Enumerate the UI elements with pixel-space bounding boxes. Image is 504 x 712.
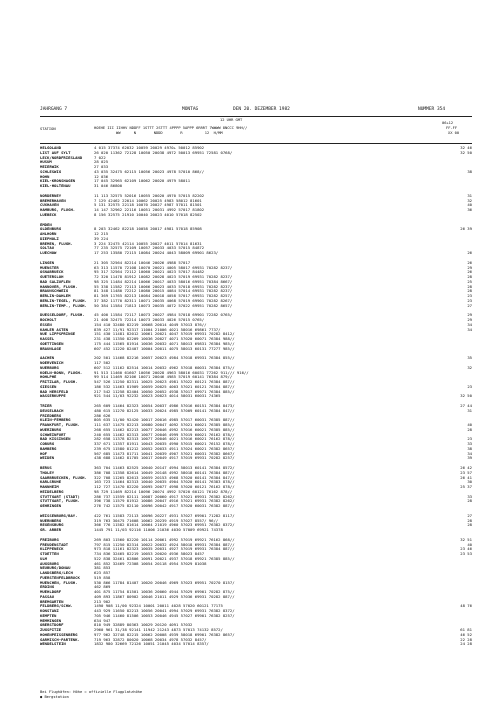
station-name: WEIDEN — [40, 456, 55, 461]
station-name: NORDERNEY — [40, 193, 62, 198]
station-name: BOCHOLT — [40, 318, 57, 322]
station-name: MEIERWIK — [40, 165, 59, 169]
station-group — [40, 223, 472, 256]
synop-code: 81 369 11765 82213 10084 20018 4058 57017 69931 70282 8257/ — [94, 294, 233, 298]
station-name: KIEL-HOLTENAU — [40, 184, 71, 188]
station-name: COBURG — [40, 442, 55, 446]
station-name: SAARBRUECKEN, FLUGH. — [40, 475, 87, 480]
gust-value: 28 — [467, 518, 472, 523]
synop-code: 386 708 11358 82614 10049 20148 4992 58018 60141 76384 887// — [94, 470, 235, 475]
station-name: AACHEN — [40, 356, 55, 361]
column-label-subcodes: WW N NDDD R 12 H/MM — [116, 130, 223, 135]
station-name: DEUSELBACH — [40, 408, 64, 413]
synop-code: 151 430 11481 82012 10061 20021 4047 57019 69931 70282 8412/ — [94, 332, 235, 337]
synop-code: 366 776 11582 81614 10064 21019 4960 57023 69951 76382 8372/ — [94, 523, 235, 528]
synop-code: 547 526 11250 82311 10025 20023 4981 57022 60121 76384 887// — [94, 380, 235, 384]
station-name: BAD SALZUFLEN — [40, 279, 71, 284]
station-group — [40, 356, 472, 399]
synop-code: 607 512 11162 82514 10014 20032 4962 57018 60031 76384 875// — [94, 365, 235, 370]
station-name: STOETTEN — [40, 552, 59, 556]
gust-value: 24 28 — [460, 642, 472, 647]
gust-value: 26 — [467, 260, 472, 265]
synop-code: 95 317 32564 72112 10060 20021 4023 57017 84482 — [94, 270, 205, 275]
column-header-rule — [40, 143, 472, 144]
synop-code: 99 514 11469 82106 10071 20046 4985 57019 60141 76384 879// — [94, 375, 233, 380]
synop-code: 213 902 — [94, 599, 111, 604]
gust-value: 23 — [467, 298, 472, 303]
footnote-mountain-station: ● Bergstation — [40, 694, 69, 699]
station-name: FELDBERG/SCHW. — [40, 604, 73, 609]
station-name: NUE LIPPSPRINGE — [40, 332, 76, 337]
station-name: MANNHEIM — [40, 485, 59, 489]
synop-code: 17 253 13580 72115 10084 20024 4043 58009 69901 8623/ — [94, 251, 219, 255]
synop-code: 98 729 11469 82214 10096 20074 4992 57020 60121 76162 878// — [94, 489, 233, 494]
station-name: TRIER — [40, 404, 52, 408]
gust-value: 27 — [467, 513, 472, 518]
gust-value: 32 46 — [460, 146, 472, 150]
station-name: KONSTANZ — [40, 609, 59, 613]
synop-code: 72 320 11478 81912 10082 20028 4023 57019 69931 70282 8237/ — [94, 275, 233, 279]
synop-code: 202 501 11468 82216 10057 20023 4984 57018 69931 76384 855// — [94, 356, 235, 361]
station-name: OSNABRUECK — [40, 270, 64, 275]
station-name: HANNOVER, FLUGH. — [40, 284, 78, 289]
station-name: GUETERSLOH — [40, 275, 64, 279]
gust-value: 31 — [467, 193, 472, 198]
station-name: WASSERKUPPE — [40, 394, 66, 399]
column-label-period: 06+12 — [442, 121, 454, 125]
gust-value: 32 — [467, 365, 472, 370]
synop-code: 396 738 11579 81912 10086 20047 4916 57021 69931 76382 8262/ — [94, 499, 235, 504]
station-name: WEISSENBURG/BAY. — [40, 513, 78, 518]
station-name: KASSEL — [40, 337, 55, 341]
station-name: DIEPHOLZ — [40, 236, 59, 241]
synop-code: 8 156 32575 21910 10040 20023 4010 57018 82502 — [94, 212, 202, 217]
station-name: BAD KISSINGEN — [40, 437, 71, 442]
station-name: KLIPPENECK — [40, 547, 64, 552]
station-name: BERLIN-TEMP., FLUGH. — [40, 303, 87, 308]
footnote-airport-height: Bei Flughäfen: Höhe = offizielle Flugplatzhöhe — [40, 690, 143, 694]
station-row — [40, 213, 472, 218]
gust-value: 28 — [467, 289, 472, 294]
gust-value: 26 39 — [460, 227, 472, 232]
gust-value: 27 44 — [460, 404, 472, 408]
station-name: BRAUNSCHWEIG — [40, 289, 69, 294]
station-name: SCHLESWIG — [40, 169, 62, 174]
synop-code: 81 348 11480 72212 10080 20015 4084 57014 69931 70282 8237/ — [94, 289, 233, 294]
synop-code: 810 949 32889 80363 10029 20120 4091 57032 — [94, 623, 193, 628]
gust-value: 23 57 — [460, 470, 472, 475]
synop-code: 286 626 — [94, 413, 111, 418]
station-name: MUENSTER — [40, 265, 59, 270]
synop-code: 12 036 — [94, 174, 109, 179]
station-name: GIESSEN — [40, 384, 57, 389]
synop-code: 63 313 11570 72108 10070 20021 4005 58017 69931 70282 8237/ — [94, 265, 233, 270]
synop-code: 239 675 11580 81212 10052 20033 4911 57024 60021 76382 8657/ — [94, 446, 235, 451]
gust-value: 25 — [467, 279, 472, 284]
gust-value: 32 50 — [460, 150, 472, 155]
synop-code: 322 708 11265 82613 10059 20153 4968 57020 60141 76384 847// — [94, 475, 235, 480]
station-name: AUGSBURG — [40, 561, 59, 566]
synop-code: 55 338 11582 72113 10066 20023 4033 57018 69931 70282 8237/ — [94, 284, 233, 289]
synop-code: 43 035 32475 62115 10056 20023 4978 57010 868// — [94, 169, 205, 174]
gust-value: 40 — [467, 203, 472, 208]
station-name: FRANKFURT, FLUGH. — [40, 423, 80, 427]
date-label: DEN 20. DEZEMBER 1982 — [233, 107, 290, 112]
gust-value: 48 76 — [460, 604, 472, 609]
synop-code: 98 325 11484 82214 10066 20017 4033 58016 69951 70384 8667/ — [94, 279, 233, 284]
station-name: AHLHORN — [40, 232, 57, 236]
column-label-codes: HOEHE III IIHHV NDDFF 1STTT 2STTT 4PPPP 5APPP 6RRRT 7WWWW 8NCCC 9HH// — [94, 126, 248, 130]
station-name: ESSEN — [40, 322, 52, 327]
station-name: SCHWEINFURT — [40, 432, 66, 437]
synop-code: 268 655 11462 82213 10077 20046 4992 57016 60021 76385 885// — [94, 427, 235, 432]
synop-code: 117 502 — [94, 361, 111, 365]
station-name: BREMGARTEN — [40, 599, 64, 604]
station-name: BERUS — [40, 466, 52, 470]
station-name: LANDSBERG/LECH — [40, 571, 73, 575]
synop-code: 401 875 11754 81501 10036 20060 4944 57029 69901 70282 875// — [94, 590, 235, 594]
station-name: MEMMINGEN — [40, 618, 62, 623]
synop-code: 11 113 32575 52016 10055 20020 4970 57015 82202 — [94, 193, 205, 198]
synop-code: 921 544 11/03 92232 10023 20023 4014 58031 60031 74365 — [94, 394, 221, 399]
synop-code: 276 742 11575 82110 10096 20042 4917 57020 60031 76382 887// — [94, 504, 235, 508]
station-name: MUENCHEN, FLUGH. — [40, 580, 78, 585]
gust-value: 23 — [467, 294, 472, 298]
observation-time: 12 UHR GMT — [220, 118, 243, 122]
synop-code: 519 858 — [94, 575, 111, 580]
station-name: KARLSRUHE — [40, 480, 62, 485]
synop-code: 3 224 32475 42114 10055 20027 4011 57014 81631 — [94, 241, 202, 246]
synop-code: 461 852 32469 72308 10054 20118 4954 57029 81038 — [94, 561, 207, 566]
synop-code: 163 723 11464 82313 10040 20035 4904 57020 60141 76383 878// — [94, 480, 235, 485]
gust-value: 22 28 — [460, 637, 472, 642]
synop-code: 7 129 42462 22014 10062 20025 4983 58012 81601 — [94, 198, 202, 203]
gust-value: 30 — [467, 480, 472, 485]
synop-code: 973 818 11161 82323 10035 20031 4927 57019 69931 76384 887// — [94, 547, 235, 552]
gust-value: 29 — [467, 313, 472, 318]
gust-value: 33 — [467, 494, 472, 499]
synop-code: 2960 961 31/38 92141 11942 21243 4873 57013 74132 8572/ — [94, 628, 223, 632]
synop-code: 17 045 32965 62109 10062 20020 4979 58011 — [94, 179, 191, 184]
weekday-label: MONTAG — [182, 107, 199, 112]
station-name: BAMBERG — [40, 446, 57, 451]
gust-value: 34 — [467, 451, 472, 456]
station-name: GARMISCH-PARTENK. — [40, 637, 80, 642]
station-group — [40, 313, 472, 351]
gust-value: 39 — [467, 456, 472, 461]
station-name: ULM — [40, 556, 48, 561]
gust-value: 23 53 — [460, 552, 472, 556]
gust-value: 40 — [467, 423, 472, 427]
station-name: GR. ARBER — [40, 528, 62, 532]
station-name: STUTTGART, FLUGH. — [40, 499, 80, 504]
gust-value: 23 46 — [460, 547, 472, 552]
station-row — [40, 504, 472, 509]
synop-code: 734 836 32465 82219 10053 20020 4936 58023 8457 — [94, 552, 205, 556]
synop-code: 111 637 11475 82213 10080 20047 4092 57021 60021 76385 885// — [94, 423, 235, 427]
gust-value: 28 — [467, 523, 472, 528]
synop-code: 39 224 — [94, 236, 109, 241]
synop-code: 112 727 11470 82220 10095 20077 4998 57020 60121 76162 878// — [94, 485, 235, 489]
gust-value: 32 — [467, 198, 472, 203]
synop-code: 443 929 11650 82213 10056 20041 4994 57029 69931 76382 8372/ — [94, 609, 235, 613]
synop-code: 231 438 11350 82209 10036 20027 4071 57020 60071 76384 988// — [94, 337, 235, 341]
gust-value: 28 — [467, 499, 472, 504]
station-name: LINGEN — [40, 260, 55, 265]
station-row — [40, 251, 472, 256]
gust-value: 28 — [467, 275, 472, 279]
station-name: NOERVENICH — [40, 361, 64, 365]
station-name: HOF — [40, 451, 48, 456]
synop-code: 282 658 11378 82313 10077 20046 4021 57016 60021 76162 878// — [94, 437, 235, 442]
synop-code: 1490 908 11/00 92324 10001 20011 4028 57020 60121 77175 — [94, 604, 223, 609]
station-name: NUERBURG — [40, 365, 59, 370]
synop-code: 77 235 32575 72109 10057 20033 4033 57015 84872 — [94, 246, 205, 251]
synop-code: 286 737 11559 82111 10087 20060 4917 57021 69931 76382 8262/ — [94, 494, 235, 499]
station-name: GOETTINGEN — [40, 341, 64, 346]
synop-code: 21 408 32475 72214 10073 20033 4026 57015 0765/ — [94, 318, 205, 322]
gust-value: 40 — [467, 542, 472, 547]
station-name: HELGOLAND — [40, 146, 62, 150]
station-name: STUTTGART (STADT) — [40, 494, 80, 499]
station-name: ZUGSPITZE — [40, 628, 62, 632]
station-name: FREUDENSTADT — [40, 542, 69, 547]
synop-code: 31 046 86800 — [94, 184, 123, 188]
gust-value: 31 — [467, 408, 472, 413]
station-group — [40, 466, 472, 509]
synop-code: 522 838 32461 82806 10091 20021 4937 57018 69921 76385 885// — [94, 556, 235, 561]
station-group — [40, 146, 472, 189]
gust-value: 26 42 — [460, 466, 472, 470]
gust-value: 38 — [467, 169, 472, 174]
gust-value: 46 52 — [460, 632, 472, 637]
station-name: WENDELSTEIN — [40, 642, 66, 647]
synop-code: 381 853 — [94, 566, 111, 571]
station-row — [40, 304, 472, 309]
synop-code: 530 866 11784 81407 10020 20046 4969 57023 69951 70270 8157/ — [94, 580, 235, 585]
gust-value: 25 37 — [460, 485, 472, 489]
station-name: KEMPTEN — [40, 613, 57, 618]
station-group — [40, 261, 472, 309]
synop-code: 977 962 32748 82215 10062 20008 4939 58018 69901 76382 8657/ — [94, 632, 235, 637]
synop-code: 5 131 32575 22118 10070 20027 4987 57011 81501 — [94, 203, 202, 208]
gust-value: 61 81 — [460, 628, 472, 632]
issue-number: NUMMER 354 — [418, 107, 446, 112]
station-name: OBERSTDORF — [40, 623, 64, 628]
synop-code: 91 513 11460 61607 10056 20028 4963 58016 60031 77262 911/// 916// — [94, 370, 249, 375]
station-name: FRITZLAR, FLUGH. — [40, 380, 78, 384]
synop-code: 462 869 — [94, 585, 111, 590]
column-label-station: STATION — [40, 127, 56, 131]
station-name: WUERZBURG — [40, 427, 62, 432]
station-name: NEUBURG/DONAU — [40, 566, 71, 571]
gust-value: 32 51 — [460, 537, 472, 542]
synop-code: 7 022 — [94, 155, 106, 160]
column-label-gusts: FF-FF — [446, 126, 458, 130]
gust-value: 29 — [467, 318, 472, 322]
synop-code: 719 963 32872 80020 10068 20034 4978 57032 8457/ — [94, 637, 207, 642]
station-row — [40, 528, 472, 533]
gust-value: 34 — [467, 327, 472, 332]
synop-code: 14 147 32962 22116 10051 20031 4992 57017 81802 — [94, 208, 205, 212]
station-name: FUERSTENFELDBRUCK — [40, 575, 80, 580]
station-name: HEIDELBERG — [40, 489, 64, 494]
station-row — [40, 347, 472, 352]
synop-code: 186 532 11463 81909 10059 20025 4003 57021 60121 76384 887// — [94, 384, 235, 389]
station-name: REGENSBURG — [40, 523, 64, 528]
station-name: OLDENBURG — [40, 227, 62, 232]
station-name: THOLEY — [40, 470, 55, 475]
station-group — [40, 404, 472, 461]
station-name: HOHLPHE — [40, 375, 57, 380]
synop-code: 28 025 — [94, 160, 109, 165]
synop-code: 805 635 11/00 92420 10017 20016 4985 57017 60031 76385 887// — [94, 418, 235, 423]
gust-value: 26 — [467, 270, 472, 275]
station-group — [40, 514, 472, 533]
synop-code: 438 688 11462 81705 10017 20049 4917 57019 69931 70282 8257/ — [94, 456, 235, 461]
gust-value: 29 — [467, 265, 472, 270]
gust-value: 23 — [467, 384, 472, 389]
station-name: LIST AUF SYLT — [40, 150, 71, 155]
station-name: KOELN-BONN, FLUGH. — [40, 370, 83, 375]
station-name: HOHN — [40, 174, 50, 179]
synop-code: 27 033 — [94, 165, 109, 169]
gust-value: 35 — [467, 356, 472, 361]
synop-code: 363 704 11463 82525 10040 20147 4994 58013 60141 76384 8572/ — [94, 466, 235, 470]
station-row — [40, 394, 472, 399]
synop-code: 21 305 32564 82214 10046 20026 4988 57017 — [94, 260, 191, 265]
station-name: BERLIN-TEGEL, FLUGH. — [40, 298, 87, 303]
station-group — [40, 538, 472, 647]
synop-code: 50 384 11584 71813 10073 20035 4072 57022 69951 70282 8657/ — [94, 303, 233, 308]
station-name: HUSUM — [40, 160, 52, 165]
gust-value: 27 — [467, 303, 472, 308]
station-name: PASSAU — [40, 594, 55, 599]
page-header — [40, 107, 470, 115]
station-name: DUESSELDORF, FLUGH. — [40, 313, 85, 318]
synop-code: 265 609 11464 82323 10054 20037 4986 57016 60151 76384 8473/ — [94, 404, 235, 408]
synop-code: 337 671 11357 81911 10043 20035 4990 57015 60021 76152 878// — [94, 442, 235, 446]
gust-value: 36 — [467, 208, 472, 212]
gust-value: 26 41 — [460, 475, 472, 480]
synop-code: 607 452 11220 82407 10004 20011 4075 58013 60131 77277 985// — [94, 346, 235, 351]
station-name: OEHRINGEN — [40, 504, 62, 508]
synop-code: 797 815 11250 82314 10022 20032 4924 58018 69931 76384 887// — [94, 542, 235, 547]
gust-value: 32 50 — [460, 394, 472, 399]
gust-value: 23 — [467, 437, 472, 442]
synop-code: 45 400 11584 72117 10073 20027 4984 57018 69901 72282 0765/ — [94, 313, 233, 318]
synop-code: 37 382 11770 82311 10071 20035 4068 57019 69901 70282 8267/ — [94, 298, 233, 303]
synop-code: 319 763 30475 71608 10062 20239 4919 57027 8557/ 96// — [94, 518, 219, 523]
station-name: LECK/NORDFRIESLAND — [40, 155, 83, 160]
station-row — [40, 456, 472, 461]
synop-code: 175 444 11565 81914 10036 20032 4071 58013 69831 76384 985// — [94, 341, 235, 346]
synop-code: 269 803 11560 82220 10114 20061 4992 57019 69921 76162 868// — [94, 537, 235, 542]
column-label-xx: XX 00 — [448, 130, 460, 135]
station-name: BREMERHAVEN — [40, 198, 66, 203]
gust-value: 33 — [467, 442, 472, 446]
header-rule — [40, 116, 472, 117]
station-name: KLEIN-FEMBERG — [40, 418, 71, 423]
synop-code: 1445 791 11/03 92116 11006 21036 4030 57009 69921 74378 — [94, 528, 223, 532]
station-name: KAHLER ASTEN — [40, 327, 69, 332]
station-name: ERDING — [40, 585, 55, 590]
station-name: MUEHLDORF — [40, 590, 62, 594]
station-name: CUXHAVEN — [40, 203, 59, 208]
gust-value: 34 — [467, 322, 472, 327]
synop-code: 217 542 11258 82404 10050 20052 4938 57017 69971 76384 885// — [94, 389, 235, 394]
synop-code: 26 020 11362 72128 10050 20038 4972 50013 69951 72581 0768/ — [94, 150, 233, 155]
gust-value: 26 — [467, 251, 472, 255]
station-name: KIEL-KRONSHAGEN — [40, 179, 76, 184]
station-name: LUECHOW — [40, 251, 57, 255]
station-table — [40, 146, 472, 652]
synop-code: 8 203 32462 82218 10058 20017 4981 57018 85908 — [94, 227, 202, 232]
synop-code: 634 947 — [94, 618, 111, 623]
synop-code: 422 761 11583 72113 10096 20227 4931 57027 69901 71282 8117/ — [94, 513, 235, 518]
station-name: BRAUNLAGE — [40, 346, 62, 351]
synop-code: 409 893 11867 80902 10046 21011 4929 57036 69931 70282 887// — [94, 594, 235, 599]
station-name: BREMEN, FLUGH. — [40, 241, 73, 246]
synop-code: 154 410 32480 82219 10068 20014 4049 57013 876// — [94, 322, 207, 327]
volume-label: JAHRGANG 7 — [40, 107, 68, 112]
station-name: NUERNBERG — [40, 518, 62, 523]
synop-code: 12 215 — [94, 232, 109, 236]
synop-code: 623 857 — [94, 571, 111, 575]
station-name: BAD HERSFELD — [40, 389, 69, 394]
gust-value: 28 — [467, 284, 472, 289]
synop-code: 480 615 11270 82125 10033 20024 4985 57009 60141 76384 847// — [94, 408, 235, 413]
station-group — [40, 194, 472, 218]
synop-code: 240 655 11462 82313 10077 20046 4999 57019 60021 76162 878// — [94, 432, 235, 437]
station-name: SOLTAU — [40, 246, 55, 251]
station-name: LUEBECK — [40, 212, 57, 217]
synop-code: 839 427 11/91 92317 11004 21006 4021 58016 69861 7737/ — [94, 327, 221, 332]
synop-code: 1832 980 32669 72126 10051 21045 4034 57014 8357/ — [94, 642, 209, 647]
station-name: EMDEN — [40, 222, 52, 227]
station-name: FREIBURG — [40, 537, 59, 542]
station-row — [40, 184, 472, 189]
footnote — [40, 690, 142, 699]
gust-value: 38 — [467, 446, 472, 451]
station-name: HOHENPEISSENBERG — [40, 632, 78, 637]
synop-code: 705 946 11460 81506 10053 20046 4945 57027 69901 76382 8257/ — [94, 613, 235, 618]
synop-code: 567 685 11473 81711 10041 20039 4907 57021 60031 76382 8667/ — [94, 451, 235, 456]
station-name: FRIEDBERG — [40, 413, 62, 418]
synop-code: 4 015 37374 62032 10059 20029 4970+ 50012 85902 — [94, 146, 205, 150]
station-name: BERLIN-DAHLEM — [40, 294, 71, 298]
station-row — [40, 642, 472, 647]
station-name: HAMBURG, FLUGH. — [40, 208, 76, 212]
gust-value: 28 — [467, 427, 472, 432]
